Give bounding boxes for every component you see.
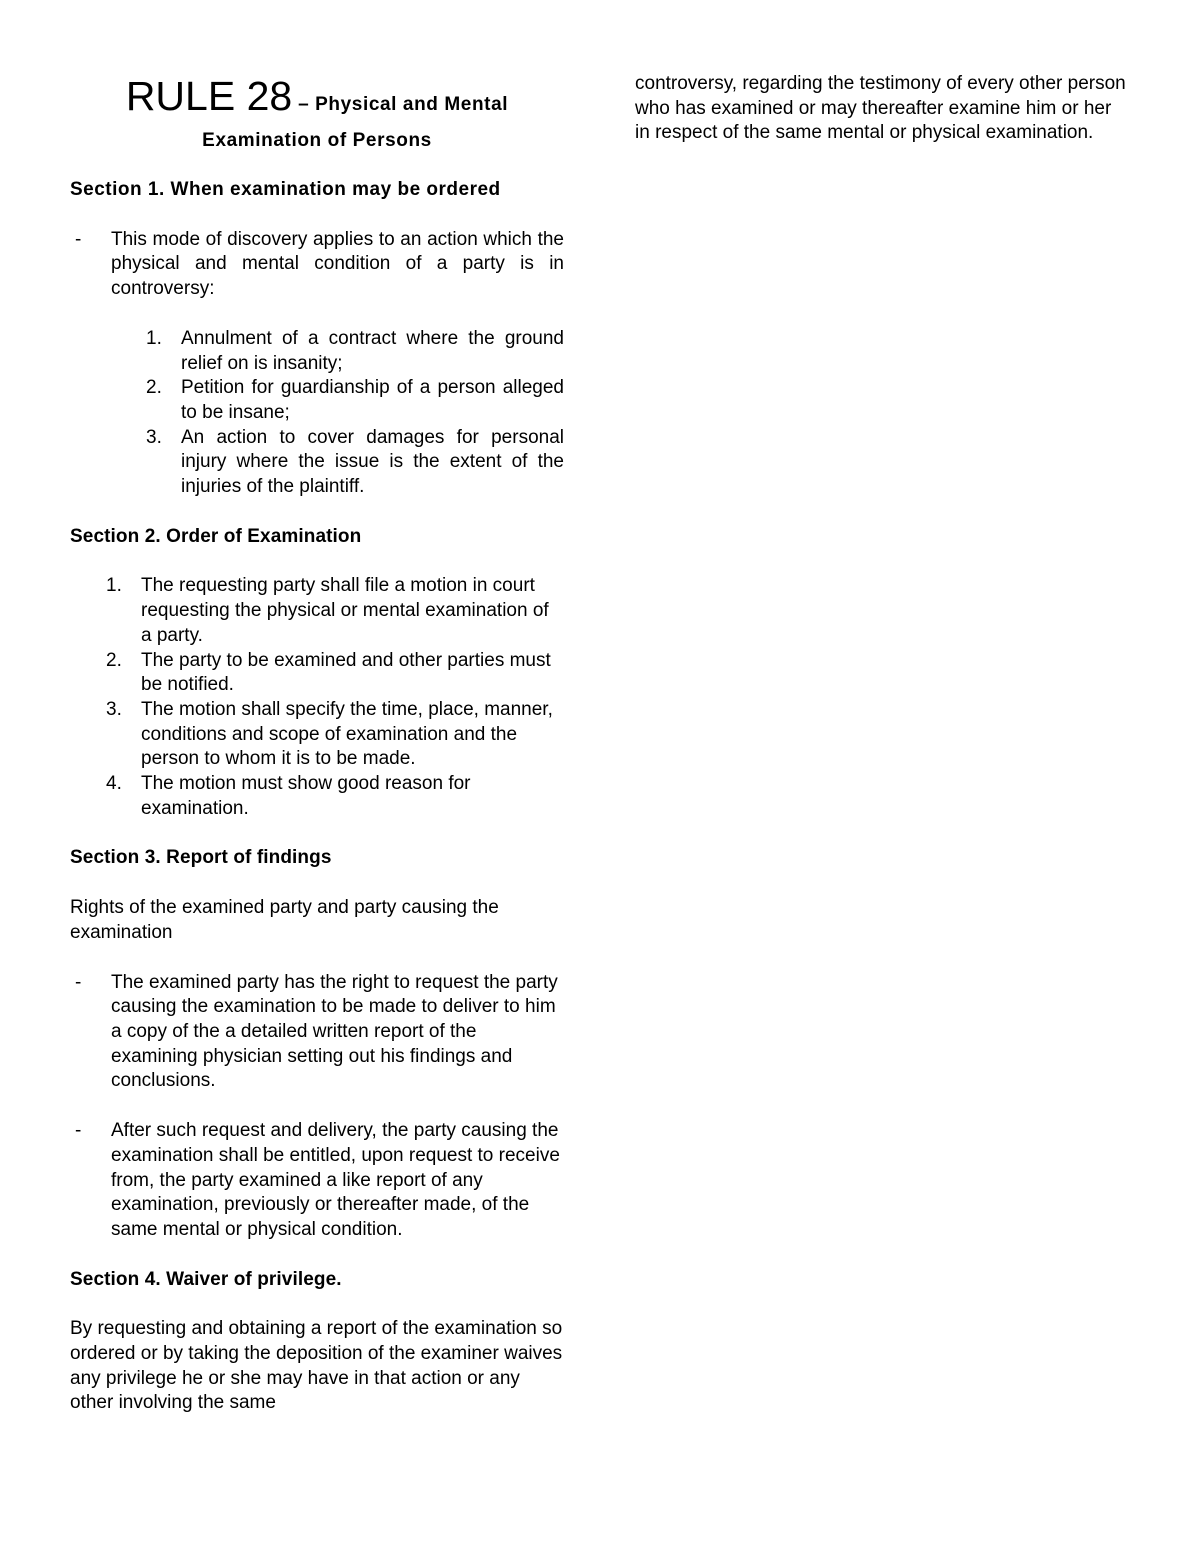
section-4-paragraph-left: By requesting and obtaining a report of the examination so ordered or by taking the deposition of the examiner waives any privilege he or she may have in that action or any other involving the same [70,1318,563,1414]
document-title [70,72,564,153]
list-number: 3. [106,698,122,720]
section-3-heading: Section 3. Report of findings [70,847,332,869]
section-3-bullet [70,1119,564,1243]
section-1-bullet [70,228,564,302]
section-4-heading: Section 4. Waiver of privilege. [70,1268,342,1290]
left-column [70,72,564,1416]
section-3-intro: Rights of the examined party and party causing the examination [70,897,499,943]
list-number: 2. [146,377,162,399]
list-item-text: Annulment of a contract where the ground relief on is insanity; [181,327,564,374]
dash-marker: - [75,228,82,250]
list-number: 4. [106,773,122,795]
list-number: 1. [146,327,162,349]
list-item [106,772,564,821]
list-item-text: An action to cover damages for personal injury where the issue is the extent of the injuries of the plaintiff. [181,426,564,498]
title-subtitle-part1: – Physical and Mental [292,94,509,115]
right-column [635,72,1127,146]
dash-marker: - [75,1120,82,1142]
section-3-bullet-text: After such request and delivery, the party causing the examination shall be entitled, upon request to receive from, the party examined a like report of any examination, previously or thereafter made, of the same mental or physical condition. [111,1120,560,1240]
section-2-heading: Section 2. Order of Examination [70,525,362,547]
list-item-text: The requesting party shall file a motion in court requesting the physical or mental examination of a party. [141,575,549,646]
section-3-bullet-text: The examined party has the right to request the party causing the examination to be made to deliver to him a copy of the a detailed written report of the examining physician setting out his findings and conclusions. [111,971,558,1092]
list-number: 1. [106,575,122,597]
list-number: 2. [106,649,122,671]
list-item-text: The party to be examined and other parties must be notified. [141,649,551,696]
list-item-text: Petition for guardianship of a person alleged to be insane; [181,377,564,423]
title-line-1 [70,72,564,129]
list-item [106,698,564,772]
list-item-text: The motion must show good reason for examination. [141,773,471,819]
list-item [106,649,564,698]
section-3-bullet [70,971,564,1095]
section-4-paragraph-right: controversy, regarding the testimony of every other person who has examined or may thereafter examine him or her in respect of the same mental or physical examination. [635,73,1126,144]
dash-marker: - [75,971,82,993]
list-number: 3. [146,426,162,448]
section-1-heading: Section 1. When examination may be ordered [70,179,501,200]
section-2-list [70,574,564,821]
list-item [146,376,564,425]
rule-number: RULE 28 [125,73,293,119]
list-item [146,426,564,500]
list-item-text: The motion shall specify the time, place, manner, conditions and scope of examination and the person to whom it is to be made. [141,698,553,770]
list-item [106,574,564,648]
section-1-bullet-text: This mode of discovery applies to an action which the physical and mental condition of a party is in controversy: [111,228,564,300]
title-subtitle-part2: Examination of Persons [202,130,432,151]
section-1-list [70,327,564,500]
list-item [146,327,564,376]
